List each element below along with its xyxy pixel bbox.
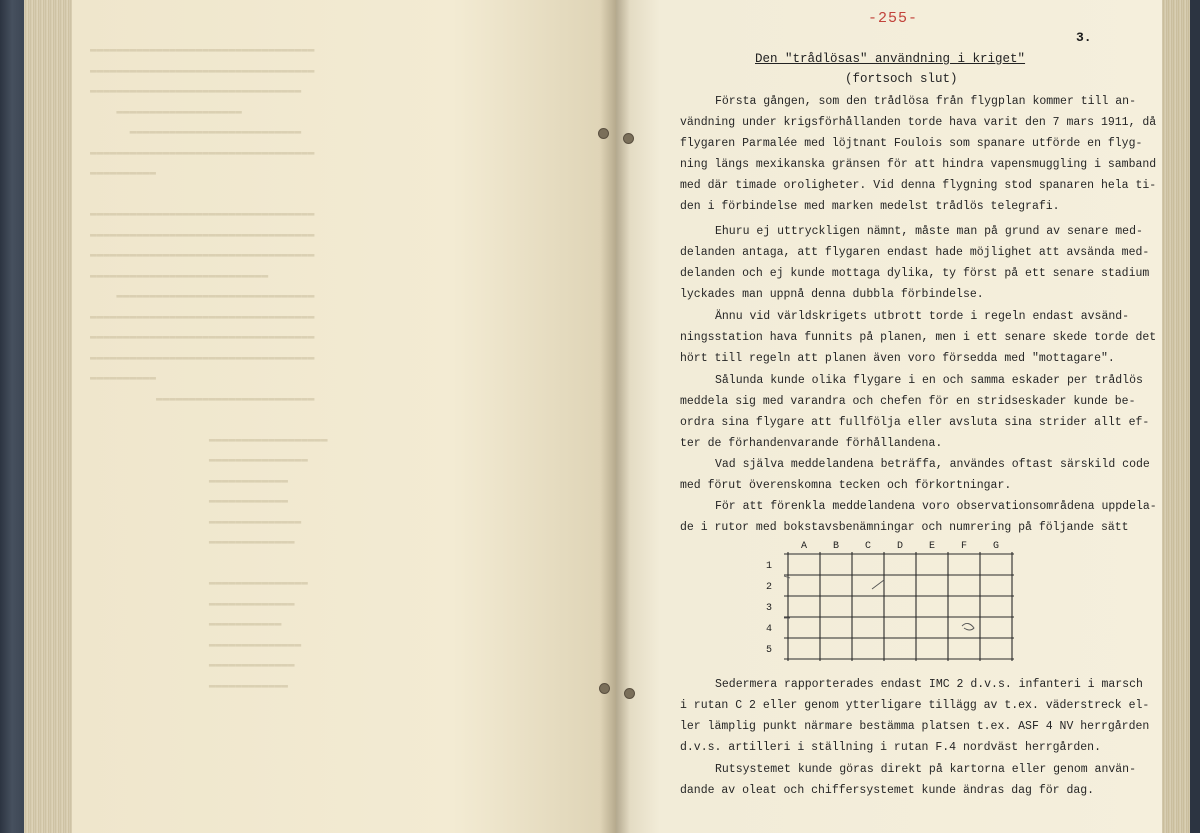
- binding-hole: [599, 683, 610, 694]
- grid-row-label: 4: [766, 624, 773, 635]
- text-line: hört till regeln att planen även voro försedda med "mottagare".: [680, 352, 1115, 365]
- grid-row-label: 1: [766, 561, 773, 572]
- text-line: med förut överenskomna tecken och förkortningar.: [680, 479, 1012, 492]
- text-line: med där timade oroligheter. Vid denna flygning stod spanaren hela ti-: [680, 179, 1157, 192]
- text-line: meddela sig med varandra och chefen för en stridseskader kunde be-: [680, 395, 1136, 408]
- text-line: Ännu vid världskrigets utbrott torde i regeln endast avsänd-: [715, 310, 1130, 323]
- page-title: Den "trådlösas" användning i kriget": [755, 52, 1026, 66]
- grid-column-label: B: [832, 541, 840, 552]
- text-line: ordra sina flygare att fullfölja eller avsluta sina strider allt ef-: [680, 416, 1150, 429]
- grid-row-label: 3: [766, 603, 773, 614]
- grid-column-label: A: [800, 541, 808, 552]
- text-line: Sålunda kunde olika flygare i en och samma eskader per trådlös: [715, 374, 1143, 387]
- book-gutter: [600, 0, 630, 833]
- text-line: ter de förhandenvarande förhållandena.: [680, 437, 943, 450]
- text-line: den i förbindelse med marken medelst trådlös telegrafi.: [680, 200, 1060, 213]
- folio-number: -255-: [868, 10, 919, 27]
- text-line: ler lämplig punkt närmare bestämma platsen t.ex. ASF 4 NV herrgården: [680, 720, 1150, 733]
- page-number: 3.: [1076, 30, 1092, 45]
- grid-column-label: D: [896, 541, 904, 552]
- page-edges-left: [24, 0, 74, 833]
- text-line: Sedermera rapporterades endast IMC 2 d.v.s. infanteri i marsch: [715, 678, 1143, 691]
- text-line: ning längs mexikanska gränsen för att hindra vapensmuggling i samband: [680, 158, 1157, 171]
- grid-column-label: C: [864, 541, 872, 552]
- text-line: de i rutor med bokstavsbenämningar och numrering på följande sätt: [680, 521, 1129, 534]
- text-line: lyckades man uppnå denna dubbla förbindelse.: [680, 288, 984, 301]
- text-line: Vad själva meddelandena beträffa, användes oftast särskild code: [715, 458, 1150, 471]
- grid-column-label: E: [928, 541, 936, 552]
- text-line: delanden antaga, att flygaren endast hade möjlighet att avsända med-: [680, 246, 1150, 259]
- book-cover-right: [1190, 0, 1200, 833]
- page-subtitle: (fortsoch slut): [845, 72, 958, 86]
- text-line: För att förenkla meddelandena voro observationsområdena uppdela-: [715, 500, 1157, 513]
- text-line: delanden och ej kunde mottaga dylika, ty först på ett senare stadium: [680, 267, 1150, 280]
- page-edges-right: [1162, 0, 1192, 833]
- text-line: vändning under krigsförhållanden torde hava varit den 7 mars 1911, då: [680, 116, 1157, 129]
- reference-grid: [760, 538, 1030, 668]
- text-line: ningsstation hava funnits på planen, men i ett senare skede torde det: [680, 331, 1157, 344]
- grid-column-label: G: [992, 541, 1000, 552]
- text-line: d.v.s. artilleri i ställning i rutan F.4 nordväst herrgården.: [680, 741, 1101, 754]
- text-line: i rutan C 2 eller genom ytterligare tillägg av t.ex. väderstreck el-: [680, 699, 1150, 712]
- text-line: Första gången, som den trådlösa från flygplan kommer till an-: [715, 95, 1136, 108]
- grid-column-label: F: [960, 541, 968, 552]
- grid-row-label: 5: [766, 645, 773, 656]
- binding-hole: [624, 688, 635, 699]
- grid-row-label: 2: [766, 582, 773, 593]
- text-line: Ehuru ej uttryckligen nämnt, måste man på grund av senare med-: [715, 225, 1143, 238]
- grid-pencil-marks: [784, 576, 974, 630]
- text-line: dande av oleat och chiffersystemet kunde ändras dag för dag.: [680, 784, 1095, 797]
- binding-hole: [598, 128, 609, 139]
- text-line: flygaren Parmalée med löjtnant Foulois som spanare utförde en flyg-: [680, 137, 1143, 150]
- text-line: Rutsystemet kunde göras direkt på kartorna eller genom använ-: [715, 763, 1136, 776]
- binding-hole: [623, 133, 634, 144]
- left-page-bleed-through: ▬▬▬▬▬▬▬▬▬▬▬▬▬▬▬▬▬▬▬▬▬▬▬▬▬▬▬▬▬▬▬▬▬▬ ▬▬▬▬▬▬▬▬▬▬▬▬▬▬▬▬▬▬▬▬▬▬▬▬▬▬▬▬▬▬▬▬▬▬ ▬▬▬▬▬▬▬▬▬▬▬▬▬▬▬▬▬▬▬▬▬▬▬▬▬▬▬▬▬▬▬▬ ▬▬▬▬▬▬▬▬▬▬▬▬▬▬▬▬▬▬▬ ▬▬▬▬▬▬▬▬▬▬▬▬▬▬▬▬▬▬▬▬▬▬▬▬▬▬ ▬▬▬▬▬▬▬▬▬▬▬▬▬▬▬▬▬▬▬▬▬▬▬▬▬▬▬▬▬▬▬▬▬▬ ▬▬▬▬▬▬▬▬▬▬ ▬▬▬▬▬▬▬▬▬▬▬▬▬▬▬▬▬▬▬▬▬▬▬▬▬▬▬▬▬▬▬▬▬▬ ▬▬▬▬▬▬▬▬▬▬▬▬▬▬▬▬▬▬▬▬▬▬▬▬▬▬▬▬▬▬▬▬▬▬ ▬▬▬▬▬▬▬▬▬▬▬▬▬▬▬▬▬▬▬▬▬▬▬▬▬▬▬▬▬▬▬▬▬▬ ▬▬▬▬▬▬▬▬▬▬▬▬▬▬▬▬▬▬▬▬▬▬▬▬▬▬▬ ▬▬▬▬▬▬▬▬▬▬▬▬▬▬▬▬▬▬▬▬▬▬▬▬▬▬▬▬▬▬ ▬▬▬▬▬▬▬▬▬▬▬▬▬▬▬▬▬▬▬▬▬▬▬▬▬▬▬▬▬▬▬▬▬▬ ▬▬▬▬▬▬▬▬▬▬▬▬▬▬▬▬▬▬▬▬▬▬▬▬▬▬▬▬▬▬▬▬▬▬ ▬▬▬▬▬▬▬▬▬▬▬▬▬▬▬▬▬▬▬▬▬▬▬▬▬▬▬▬▬▬▬▬▬▬ ▬▬▬▬▬▬▬▬▬▬ ▬▬▬▬▬▬▬▬▬▬▬▬▬▬▬▬▬▬▬▬▬▬▬▬ ▬▬▬▬▬▬▬▬▬▬▬▬▬▬▬▬▬▬ ▬▬▬▬▬▬▬▬▬▬▬▬▬▬▬ ▬▬▬▬▬▬▬▬▬▬▬▬ ▬▬▬▬▬▬▬▬▬▬▬▬ ▬▬▬▬▬▬▬▬▬▬▬▬▬▬ ▬▬▬▬▬▬▬▬▬▬▬▬▬ ▬▬▬▬▬▬▬▬▬▬▬▬▬▬▬ ▬▬▬▬▬▬▬▬▬▬▬▬▬ ▬▬▬▬▬▬▬▬▬▬▬ ▬▬▬▬▬▬▬▬▬▬▬▬▬▬ ▬▬▬▬▬▬▬▬▬▬▬▬▬ ▬▬▬▬▬▬▬▬▬▬▬▬: [90, 44, 328, 692]
